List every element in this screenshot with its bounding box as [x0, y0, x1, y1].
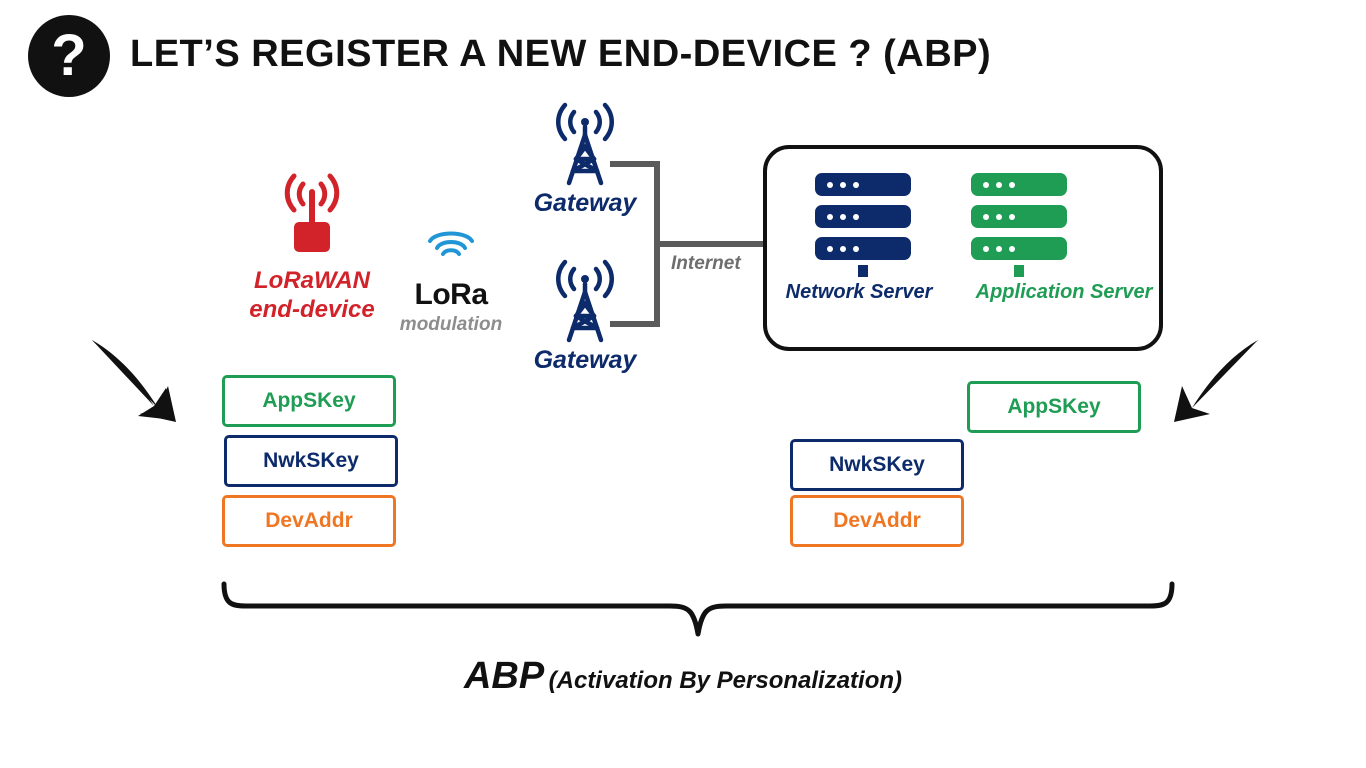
- abp-abbreviation: ABP: [463, 655, 545, 697]
- gateway-2: [500, 252, 670, 375]
- rack-dots: [827, 246, 859, 252]
- application-server-icon: [971, 173, 1067, 277]
- device-label-line2: end-device: [249, 296, 375, 324]
- internet-label: Internet: [671, 253, 741, 274]
- lorawan-end-device-label: [222, 266, 402, 325]
- device-label-line1: LoRaWAN: [254, 267, 370, 294]
- server-key-devaddr: DevAddr: [790, 495, 964, 547]
- abp-caption: [0, 655, 1366, 698]
- gateway-antenna-icon: [539, 252, 631, 344]
- rack-dots: [983, 182, 1015, 188]
- question-mark-glyph: ?: [51, 23, 87, 88]
- server-key-nwkskey: NwkSKey: [790, 439, 964, 491]
- network-server-icon: [815, 173, 911, 277]
- server-rack-unit: [971, 173, 1067, 196]
- wire-internet-to-servers: [654, 241, 766, 247]
- lora-word: LoRa: [414, 278, 488, 311]
- server-rack-unit: [815, 205, 911, 228]
- lora-signal-icon: [421, 228, 481, 258]
- question-mark-icon: [28, 15, 110, 97]
- curly-brace-icon: [218, 580, 1178, 645]
- gateway-antenna-icon: [539, 95, 631, 187]
- server-rack-unit: [815, 237, 911, 260]
- wire-gateway2-horizontal: [610, 321, 660, 327]
- rack-dots: [983, 214, 1015, 220]
- wire-gateway1-horizontal: [610, 161, 660, 167]
- rack-dots: [983, 246, 1015, 252]
- server-foot: [1014, 265, 1024, 277]
- gateway-1: [500, 95, 670, 218]
- abp-expansion: (Activation By Personalization): [548, 667, 903, 694]
- lorawan-end-device-icon: [269, 168, 355, 258]
- rack-dots: [827, 214, 859, 220]
- server-box: [763, 145, 1163, 351]
- lora-modulation-label: modulation: [399, 314, 503, 335]
- server-rack-unit: [971, 205, 1067, 228]
- title-row: [0, 0, 1366, 120]
- lorawan-end-device-group: [222, 168, 402, 325]
- page-title: LET’S REGISTER A NEW END-DEVICE ? (ABP): [130, 33, 992, 75]
- server-foot: [858, 265, 868, 277]
- server-rack-unit: [971, 237, 1067, 260]
- network-server-label: Network Server: [785, 281, 933, 303]
- device-key-nwkskey: NwkSKey: [224, 435, 398, 487]
- device-key-appskey: AppSKey: [222, 375, 396, 427]
- server-key-appskey: AppSKey: [967, 381, 1141, 433]
- gateway-1-label: Gateway: [533, 189, 637, 217]
- curved-arrow-right-icon: [88, 336, 184, 431]
- gateway-2-label: Gateway: [533, 346, 637, 374]
- application-server-label: Application Server: [975, 281, 1153, 303]
- server-rack-unit: [815, 173, 911, 196]
- curved-arrow-left-icon: [1166, 336, 1262, 431]
- device-key-devaddr: DevAddr: [222, 495, 396, 547]
- lora-modulation-group: [386, 228, 516, 336]
- rack-dots: [827, 182, 859, 188]
